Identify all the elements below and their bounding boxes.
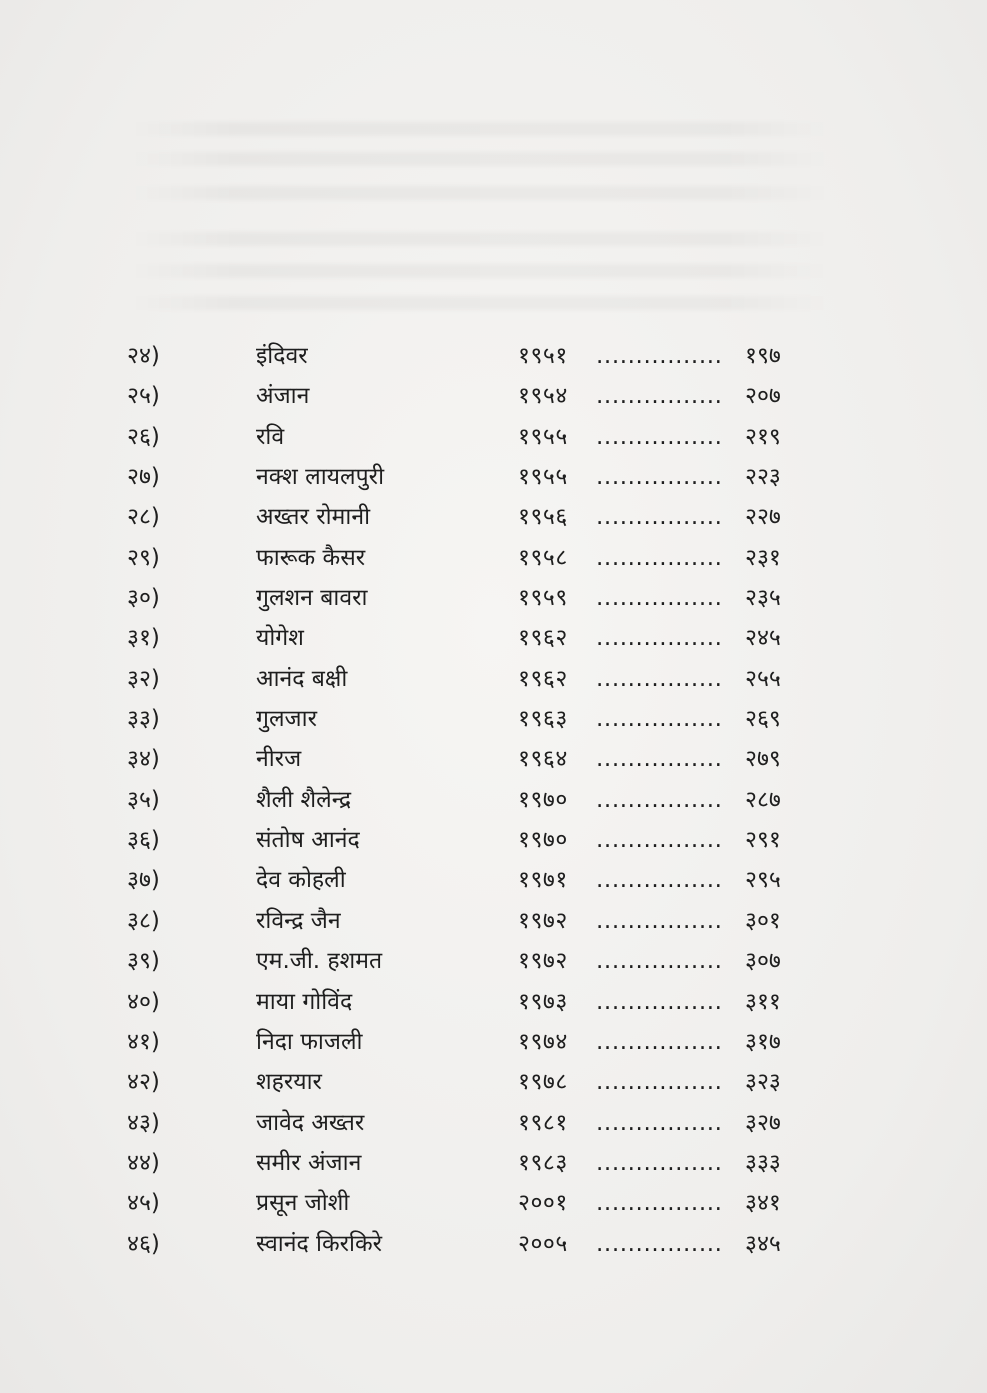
dot-leader: ................ xyxy=(596,504,723,531)
entry-number: २९) xyxy=(127,544,160,571)
dot-leader: ................ xyxy=(596,625,723,652)
entry-number: ३८) xyxy=(127,907,160,934)
page-number: २४५ xyxy=(745,625,781,652)
toc-entry[interactable] xyxy=(0,901,987,941)
toc-entry[interactable] xyxy=(0,941,987,981)
page-number: २१९ xyxy=(745,423,781,450)
page-number: १९७ xyxy=(745,343,781,369)
toc-entry[interactable] xyxy=(0,699,987,739)
entry-year: १९८३ xyxy=(518,1149,568,1176)
toc-entry[interactable] xyxy=(0,1224,987,1264)
poet-name: जावेद अख्तर xyxy=(256,1109,365,1136)
dot-leader: ................ xyxy=(596,907,723,934)
page-number: ३११ xyxy=(745,988,781,1015)
entry-year: १९६२ xyxy=(518,625,568,652)
toc-entry[interactable] xyxy=(0,1143,987,1183)
entry-number: २४) xyxy=(127,343,160,369)
toc-entry[interactable] xyxy=(0,376,987,416)
toc-entry[interactable] xyxy=(0,538,987,578)
page-number: २९५ xyxy=(745,867,781,894)
bleed-through-line xyxy=(130,296,830,310)
poet-name: शहरयार xyxy=(256,1069,322,1096)
entry-number: ३२) xyxy=(127,665,160,692)
entry-number: २६) xyxy=(127,423,160,450)
page-number: ३३३ xyxy=(745,1149,781,1176)
poet-name: माया गोविंद xyxy=(256,988,353,1015)
entry-year: १९६४ xyxy=(518,746,568,773)
page-number: २८७ xyxy=(745,786,781,813)
entry-number: ४५) xyxy=(127,1190,160,1217)
dot-leader: ................ xyxy=(596,827,723,854)
dot-leader: ................ xyxy=(596,706,723,733)
entry-year: १९७२ xyxy=(518,907,568,934)
entry-year: १९७३ xyxy=(518,988,568,1015)
entry-number: ३९) xyxy=(127,948,160,975)
poet-name: एम.जी. हशमत xyxy=(256,948,383,975)
poet-name: इंदिवर xyxy=(256,343,308,369)
toc-entry[interactable] xyxy=(0,982,987,1022)
entry-number: २८) xyxy=(127,504,160,531)
entry-number: ४४) xyxy=(127,1149,160,1176)
entry-number: ३७) xyxy=(127,867,160,894)
dot-leader: ................ xyxy=(596,1149,723,1176)
page-number: २०७ xyxy=(745,383,781,410)
page-number: २६९ xyxy=(745,706,781,733)
page-number: ३०७ xyxy=(745,948,781,975)
entry-number: ४१) xyxy=(127,1028,160,1055)
dot-leader: ................ xyxy=(596,786,723,813)
poet-name: गुलजार xyxy=(256,706,317,733)
entry-year: १९५४ xyxy=(518,383,568,410)
entry-number: ४६) xyxy=(127,1230,160,1257)
poet-name: शैली शैलेन्द्र xyxy=(256,786,352,813)
dot-leader: ................ xyxy=(596,544,723,571)
entry-year: १९७२ xyxy=(518,948,568,975)
entry-number: ३०) xyxy=(127,585,160,612)
toc-entry[interactable] xyxy=(0,1022,987,1062)
page-number: ३४५ xyxy=(745,1230,781,1257)
dot-leader: ................ xyxy=(596,1190,723,1217)
poet-name: समीर अंजान xyxy=(256,1149,362,1176)
dot-leader: ................ xyxy=(596,1109,723,1136)
poet-name: अंजान xyxy=(256,383,310,410)
page-number: ३२३ xyxy=(745,1069,781,1096)
poet-name: स्वानंद किरकिरे xyxy=(256,1230,383,1257)
bleed-through-line xyxy=(130,264,830,278)
poet-name: देव कोहली xyxy=(256,867,346,894)
dot-leader: ................ xyxy=(596,343,723,369)
poet-name: प्रसून जोशी xyxy=(256,1190,350,1217)
dot-leader: ................ xyxy=(596,665,723,692)
dot-leader: ................ xyxy=(596,867,723,894)
poet-name: रवि xyxy=(256,423,285,450)
entry-year: १९७८ xyxy=(518,1069,568,1096)
poet-name: आनंद बक्षी xyxy=(256,665,348,692)
entry-number: ४२) xyxy=(127,1069,160,1096)
poet-name: निदा फाजली xyxy=(256,1028,363,1055)
entry-year: १९५१ xyxy=(518,343,568,369)
page-number: ३१७ xyxy=(745,1028,781,1055)
toc-entry[interactable] xyxy=(0,659,987,699)
entry-year: १९७० xyxy=(518,827,568,854)
dot-leader: ................ xyxy=(596,1028,723,1055)
table-of-contents xyxy=(0,336,987,1264)
bleed-through-line xyxy=(130,232,830,246)
poet-name: नीरज xyxy=(256,746,302,773)
entry-year: १९७४ xyxy=(518,1028,568,1055)
entry-year: १९६३ xyxy=(518,706,568,733)
page-number: २७९ xyxy=(745,746,781,773)
toc-entry[interactable] xyxy=(0,739,987,779)
page-number: २९१ xyxy=(745,827,781,854)
poet-name: अख्तर रोमानी xyxy=(256,504,371,531)
toc-entry[interactable] xyxy=(0,497,987,537)
bleed-through-line xyxy=(130,122,830,136)
entry-number: ३६) xyxy=(127,827,160,854)
entry-year: १९५६ xyxy=(518,504,568,531)
entry-year: १९५५ xyxy=(518,464,568,491)
page-number: २२३ xyxy=(745,464,781,491)
dot-leader: ................ xyxy=(596,1069,723,1096)
entry-number: ३५) xyxy=(127,786,160,813)
page-number: ३४१ xyxy=(745,1190,781,1217)
entry-number: २५) xyxy=(127,383,160,410)
poet-name: नक्श लायलपुरी xyxy=(256,464,385,491)
entry-year: २००५ xyxy=(518,1230,568,1257)
page-number: २२७ xyxy=(745,504,781,531)
entry-number: ३४) xyxy=(127,746,160,773)
toc-entry[interactable] xyxy=(0,1183,987,1223)
entry-number: ३१) xyxy=(127,625,160,652)
dot-leader: ................ xyxy=(596,585,723,612)
entry-year: १९५९ xyxy=(518,585,568,612)
entry-year: १९६२ xyxy=(518,665,568,692)
bleed-through-line xyxy=(130,152,830,166)
dot-leader: ................ xyxy=(596,423,723,450)
entry-year: १९७१ xyxy=(518,867,568,894)
bleed-through-line xyxy=(130,186,830,200)
page-number: ३०१ xyxy=(745,907,781,934)
entry-year: २००१ xyxy=(518,1190,568,1217)
entry-number: २७) xyxy=(127,464,160,491)
poet-name: योगेश xyxy=(256,625,304,652)
toc-entry[interactable] xyxy=(0,336,987,376)
toc-entry[interactable] xyxy=(0,457,987,497)
page-number: २३५ xyxy=(745,585,781,612)
dot-leader: ................ xyxy=(596,383,723,410)
page-number: २३१ xyxy=(745,544,781,571)
toc-entry[interactable] xyxy=(0,1103,987,1143)
toc-entry[interactable] xyxy=(0,780,987,820)
page-number: ३२७ xyxy=(745,1109,781,1136)
dot-leader: ................ xyxy=(596,948,723,975)
poet-name: फारूक कैसर xyxy=(256,544,366,571)
entry-number: ४३) xyxy=(127,1109,160,1136)
toc-entry[interactable] xyxy=(0,1062,987,1102)
entry-number: ४०) xyxy=(127,988,160,1015)
toc-entry[interactable] xyxy=(0,618,987,658)
poet-name: संतोष आनंद xyxy=(256,827,360,854)
dot-leader: ................ xyxy=(596,464,723,491)
toc-entry[interactable] xyxy=(0,417,987,457)
dot-leader: ................ xyxy=(596,1230,723,1257)
entry-year: १९५८ xyxy=(518,544,568,571)
dot-leader: ................ xyxy=(596,746,723,773)
entry-number: ३३) xyxy=(127,706,160,733)
dot-leader: ................ xyxy=(596,988,723,1015)
page-number: २५५ xyxy=(745,665,781,692)
entry-year: १९५५ xyxy=(518,423,568,450)
entry-year: १९७० xyxy=(518,786,568,813)
toc-entry[interactable] xyxy=(0,860,987,900)
entry-year: १९८१ xyxy=(518,1109,568,1136)
poet-name: रविन्द्र जैन xyxy=(256,907,341,934)
poet-name: गुलशन बावरा xyxy=(256,585,368,612)
toc-entry[interactable] xyxy=(0,820,987,860)
toc-entry[interactable] xyxy=(0,578,987,618)
